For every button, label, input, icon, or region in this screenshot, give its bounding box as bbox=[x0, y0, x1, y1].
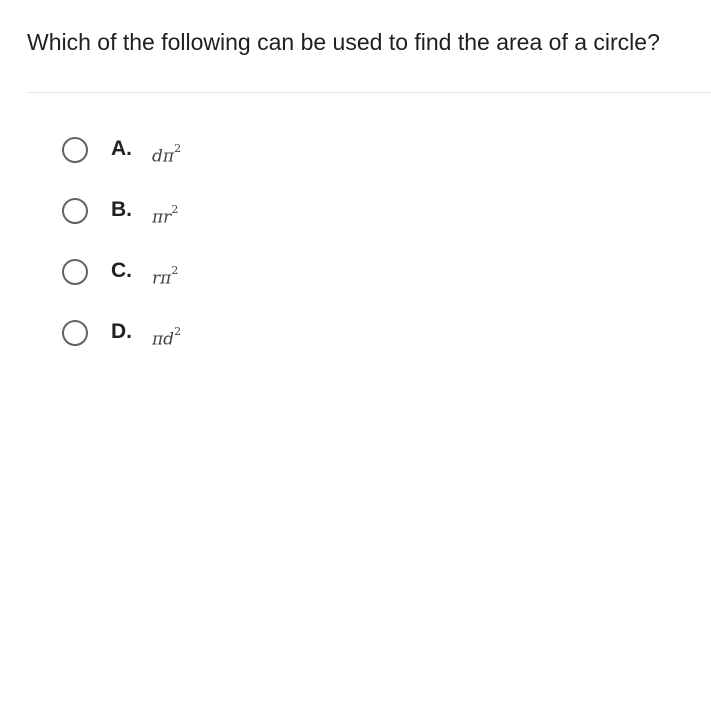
option-letter-a: A. bbox=[111, 137, 132, 160]
expression-exponent-d: 2 bbox=[174, 325, 182, 338]
expression-base-d: πd bbox=[152, 329, 175, 350]
option-c[interactable] bbox=[62, 257, 362, 318]
expression-base-a: dπ bbox=[152, 146, 175, 167]
option-expression-d bbox=[152, 324, 181, 351]
option-letter-b: B. bbox=[111, 198, 132, 221]
divider bbox=[27, 92, 711, 93]
radio-button-c[interactable] bbox=[62, 259, 88, 285]
answer-options bbox=[62, 135, 362, 379]
expression-exponent-a: 2 bbox=[174, 142, 182, 155]
option-letter-c: C. bbox=[111, 259, 132, 282]
radio-button-b[interactable] bbox=[62, 198, 88, 224]
option-expression-c bbox=[152, 263, 178, 290]
option-a[interactable] bbox=[62, 135, 362, 196]
expression-base-c: rπ bbox=[152, 268, 172, 289]
option-d[interactable] bbox=[62, 318, 362, 379]
option-expression-a bbox=[152, 141, 181, 168]
question-text: Which of the following can be used to find the area of a circle? bbox=[27, 29, 660, 55]
expression-exponent-b: 2 bbox=[171, 203, 179, 216]
expression-base-b: πr bbox=[152, 207, 172, 228]
option-expression-b bbox=[152, 202, 178, 229]
option-b[interactable] bbox=[62, 196, 362, 257]
radio-button-d[interactable] bbox=[62, 320, 88, 346]
expression-exponent-c: 2 bbox=[171, 264, 179, 277]
radio-button-a[interactable] bbox=[62, 137, 88, 163]
option-letter-d: D. bbox=[111, 320, 132, 343]
